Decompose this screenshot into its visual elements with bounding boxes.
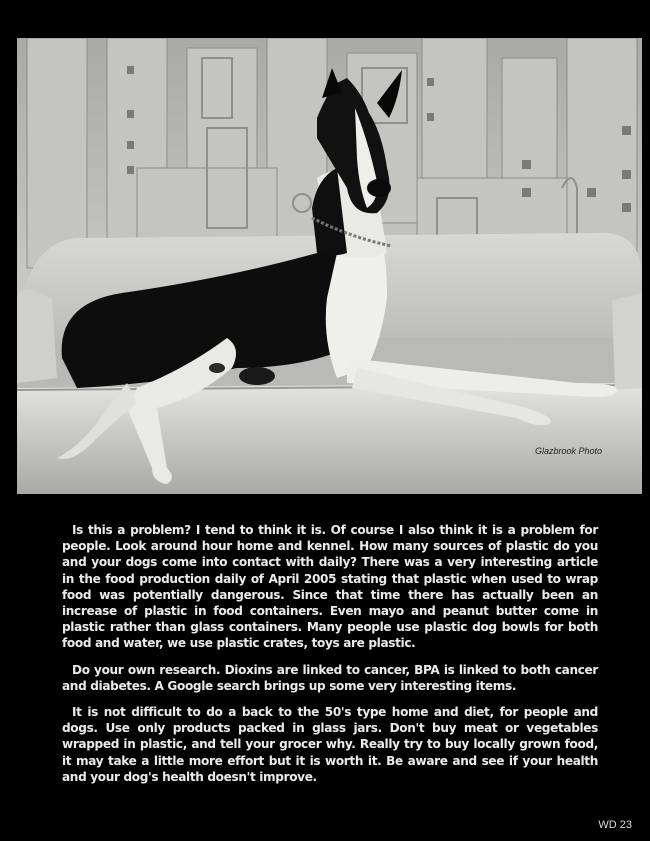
paragraph-1: Is this a problem? I tend to think it is. Of course I also think it is a problem for people. Look around hour home and kennel. How many sources of plastic do you and your dogs come into contact with daily? There was a very interesting article in the food production daily of April 2005 stating that plastic when used to wrap food was potentially dangerous. Since that time there has actually been an increase of plastic in food containers. Even mayo and peanut butter come in plastic rather than glass containers. Many people use plastic dog bowls for both food and water, we use plastic crates, toys are plastic. <box>62 523 598 651</box>
dog-photo <box>17 38 642 494</box>
paragraph-3: It is not difficult to do a back to the 50's type home and diet, for people and dogs. Use only products packed in glass jars. Don't buy meat or vegetables wrapped in plastic, and tell your grocer why. Really try to buy locally grown food, it may take a little more effort but it is worth it. Be aware and see if your health and your dog's health doesn't improve. <box>62 705 598 784</box>
page-number: WD 23 <box>598 819 632 831</box>
paragraph-2: Do your own research. Dioxins are linked to cancer, BPA is linked to both cancer and diabetes. A Google search brings up some very interesting items. <box>62 662 598 693</box>
great-dane-illustration <box>17 38 642 494</box>
article-body <box>62 522 598 795</box>
photo-credit: Glazbrook Photo <box>534 446 602 456</box>
